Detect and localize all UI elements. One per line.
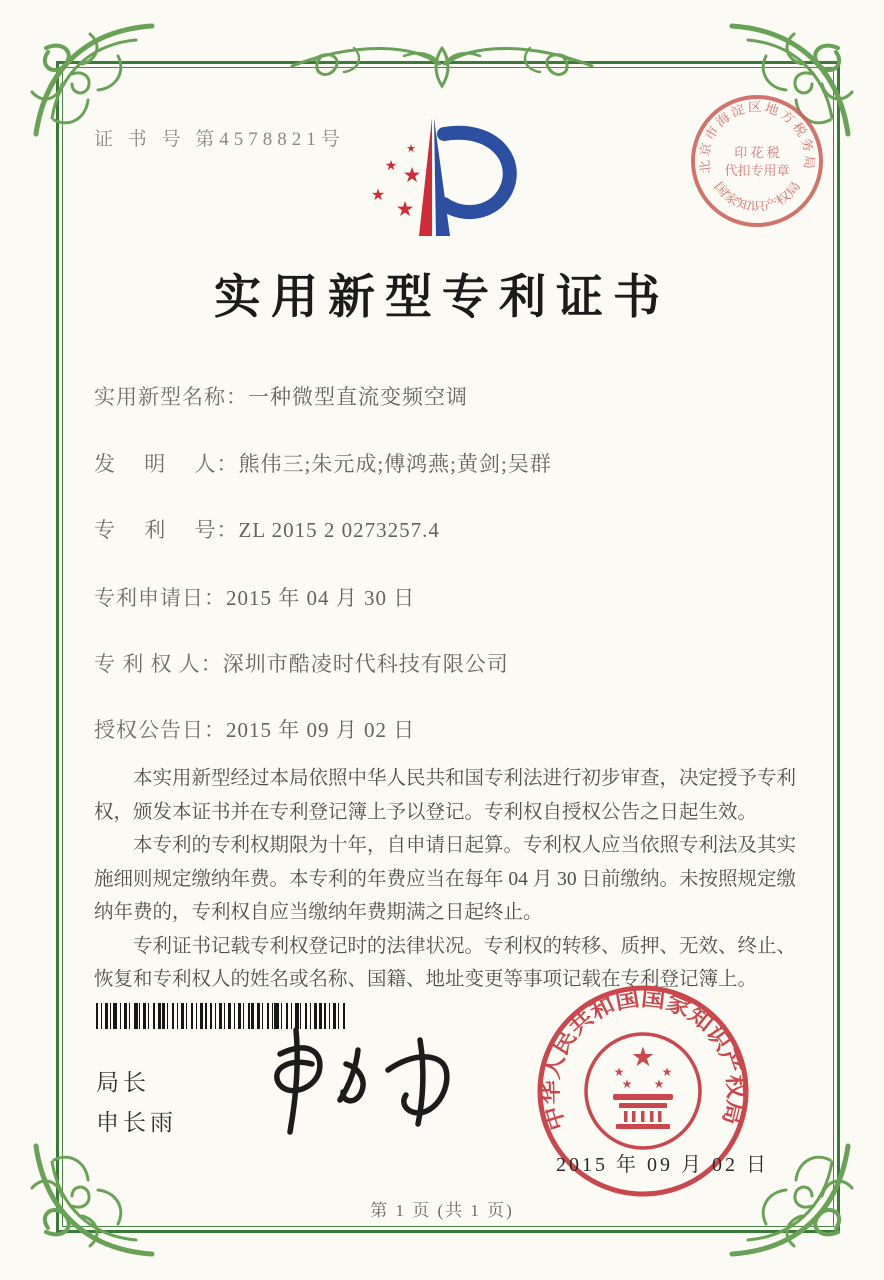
field-label: 专利申请日： xyxy=(94,586,226,610)
star-icon: ★ xyxy=(406,143,416,155)
star-icon: ★ xyxy=(402,163,422,187)
field-value: 一种微型直流变频空调 xyxy=(248,385,468,409)
cnipa-logo-icon xyxy=(332,112,557,250)
star-icon: ★ xyxy=(370,187,386,204)
tax-seal-center-line2: 代扣专用章 xyxy=(724,163,790,178)
field-row-filing-date xyxy=(94,582,415,612)
corner-flourish-icon xyxy=(12,1116,162,1266)
signature-title: 局长 xyxy=(96,1070,150,1095)
office-seal-ring-text: 中华人民共和国国家知识产权局 xyxy=(538,986,748,1134)
body-paragraph: 本实用新型经过本局依照中华人民共和国专利法进行初步审查，决定授予专利权，颁发本证书并在专利登记簿上予以登记。专利权自授权公告之日起生效。 xyxy=(94,768,797,823)
field-label: 授权公告日： xyxy=(94,718,226,742)
star-icon: ★ xyxy=(613,1065,625,1079)
star-icon: ★ xyxy=(621,1077,633,1091)
stamp-tax-seal xyxy=(682,86,832,236)
page-footer: 第 1 页 (共 1 页) xyxy=(370,1201,514,1220)
field-label: 发 明 人： xyxy=(94,452,239,476)
tax-seal-center-line1: 印 花 税 xyxy=(734,145,780,160)
signature-name: 申长雨 xyxy=(96,1110,177,1135)
certificate-number: 证 书 号 第4578821号 xyxy=(94,129,345,150)
seal-date: 2015 年 09 月 02 日 xyxy=(556,1154,769,1176)
certificate-title: 实用新型专利证书 xyxy=(214,272,670,324)
star-icon: ★ xyxy=(395,197,415,221)
field-row-name xyxy=(94,381,468,411)
tax-seal-bottom-text: 国家知识产权局 xyxy=(711,179,802,214)
field-row-patent-no xyxy=(94,514,440,544)
field-label: 专 利 号： xyxy=(94,518,239,542)
body-paragraph: 专利证书记载专利权登记时的法律状况。专利权的转移、质押、无效、终止、恢复和专利权人的姓名或名称、国籍、地址变更等事项记载在专利登记簿上。 xyxy=(94,935,797,990)
star-icon: ★ xyxy=(384,159,398,174)
top-ornament-icon xyxy=(284,26,600,98)
national-emblem-icon xyxy=(586,1034,700,1148)
field-value: 熊伟三;朱元成;傅鸿燕;黄剑;吴群 xyxy=(238,452,552,476)
field-label: 实用新型名称： xyxy=(94,385,248,409)
tax-seal-top-text: 北京市海淀区地方税务局 xyxy=(697,100,817,175)
body-paragraph: 本专利的专利权期限为十年，自申请日起算。专利权人应当依照专利法及其实施细则规定缴纳年费。本专利的年费应当在每年 04 月 30 日前缴纳。未按照规定缴纳年费的，专利权自应当缴纳年费期满之日起终止。 xyxy=(94,835,797,923)
certificate-body xyxy=(94,762,796,997)
field-value: 深圳市酷凌时代科技有限公司 xyxy=(222,652,509,676)
field-row-grant-date xyxy=(94,714,415,744)
star-icon: ★ xyxy=(630,1042,656,1072)
director-signature-icon xyxy=(238,1022,463,1142)
field-value: ZL 2015 2 0273257.4 xyxy=(238,518,440,542)
field-row-patentee xyxy=(94,648,509,678)
field-row-inventors xyxy=(94,448,552,478)
field-value: 2015 年 09 月 02 日 xyxy=(226,718,416,742)
svg-text:国家知识产权局 xyxy=(711,179,803,214)
field-label: 专 利 权 人： xyxy=(94,652,223,676)
star-icon: ★ xyxy=(653,1077,665,1091)
star-icon: ★ xyxy=(661,1065,673,1079)
field-value: 2015 年 04 月 30 日 xyxy=(226,586,416,610)
